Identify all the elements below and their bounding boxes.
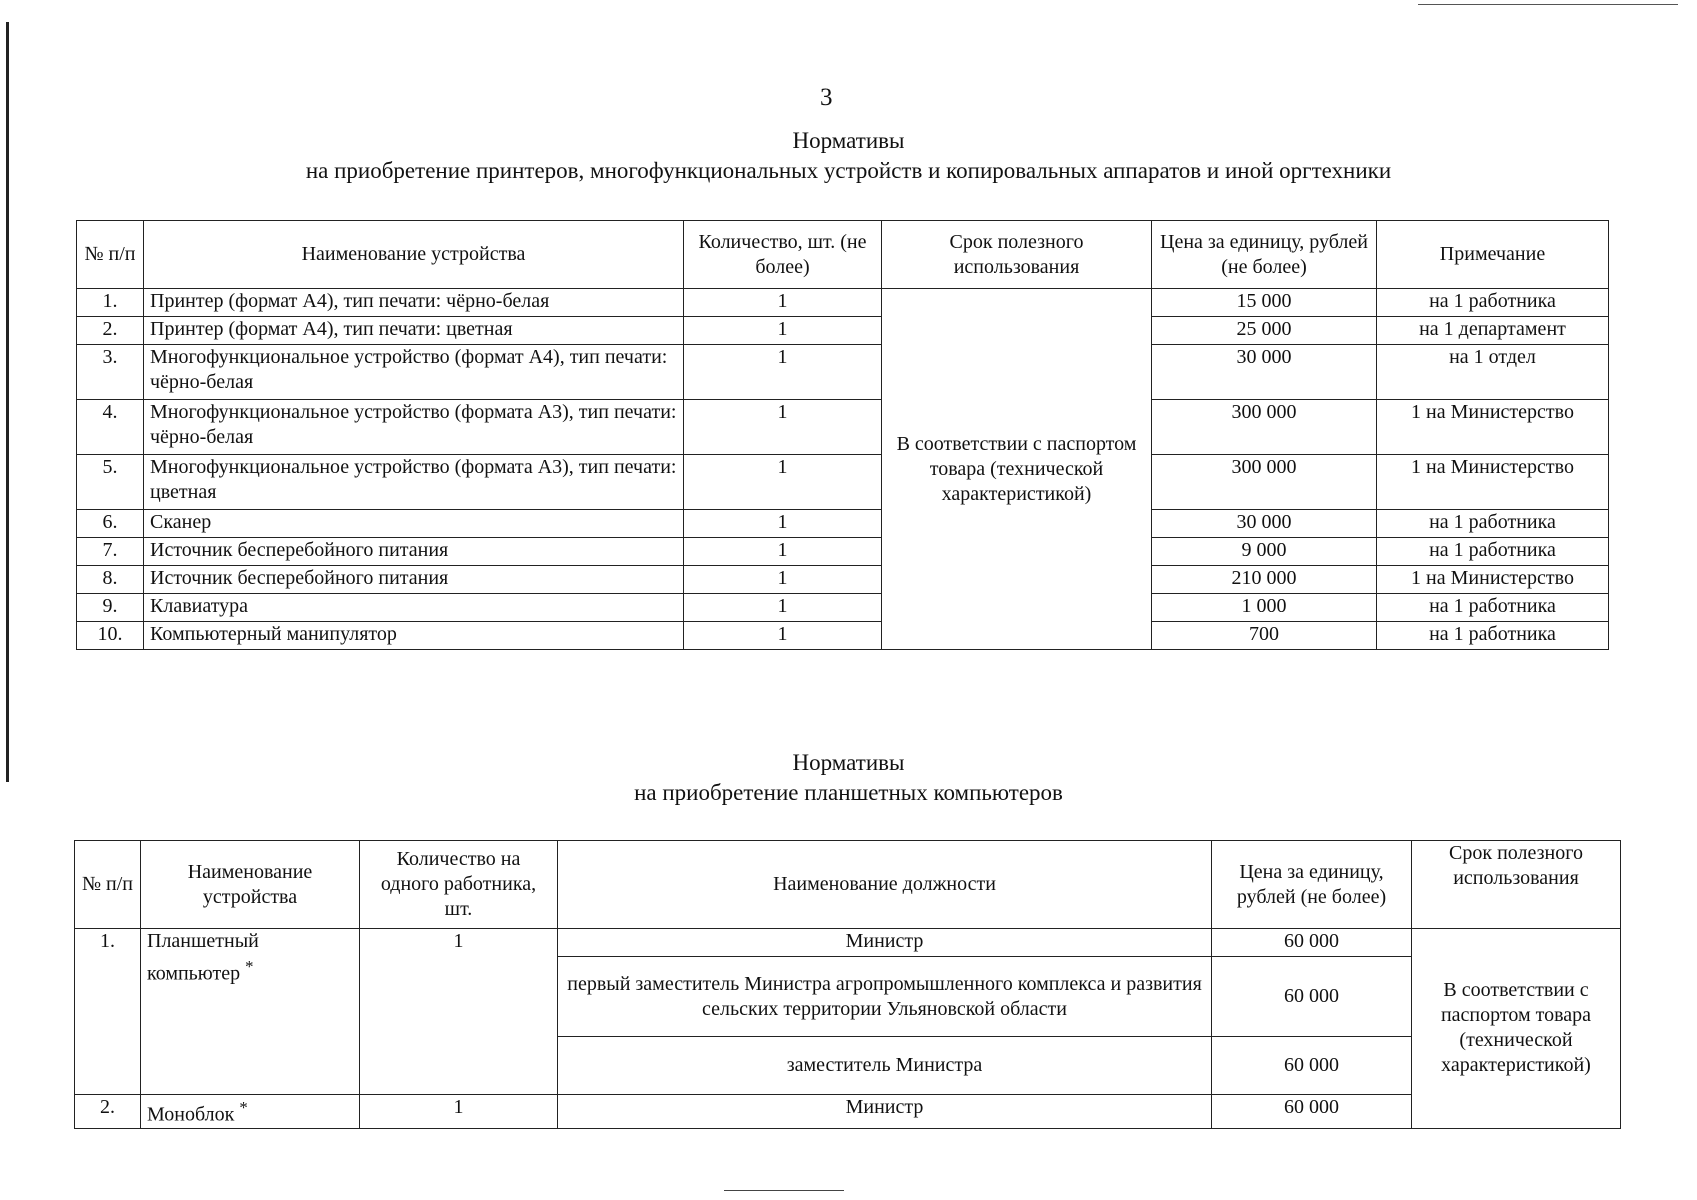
row-device-name	[141, 1095, 360, 1129]
row-quantity: 1	[684, 622, 882, 650]
page-number: 3	[820, 84, 833, 111]
row-num: 9.	[77, 594, 144, 622]
section1-title: Нормативы	[792, 128, 905, 153]
scan-bottom-line	[724, 1190, 844, 1191]
row-num: 3.	[77, 345, 144, 400]
section2-title: Нормативы	[792, 750, 905, 775]
section2-subtitle: на приобретение планшетных компьютеров	[634, 780, 1063, 805]
row-note: на 1 работника	[1377, 594, 1609, 622]
useful-life-merged: В соответствии с паспортом товара (технической характеристикой)	[882, 289, 1152, 650]
row-device-name: Многофункциональное устройство (формат А4), тип печати: чёрно-белая	[144, 345, 684, 400]
row-note: на 1 работника	[1377, 289, 1609, 317]
device-name-text: Моноблок	[147, 1103, 235, 1126]
row-price: 210 000	[1152, 566, 1377, 594]
row-note: на 1 департамент	[1377, 317, 1609, 345]
row-note: 1 на Министерство	[1377, 455, 1609, 510]
table-row	[77, 566, 1609, 594]
row-price: 30 000	[1152, 345, 1377, 400]
row-device-name: Сканер	[144, 510, 684, 538]
table-row	[77, 622, 1609, 650]
row-device-name: Источник бесперебойного питания	[144, 538, 684, 566]
row-note: на 1 работника	[1377, 622, 1609, 650]
header-unit-price: Цена за единицу, рублей (не более)	[1152, 221, 1377, 289]
scan-top-line	[1418, 4, 1678, 5]
table-row	[77, 538, 1609, 566]
row-device-name: Многофункциональное устройство (формата А3), тип печати: цветная	[144, 455, 684, 510]
row-quantity: 1	[684, 594, 882, 622]
row-device-name: Клавиатура	[144, 594, 684, 622]
row-price: 300 000	[1152, 400, 1377, 455]
row-quantity: 1	[360, 1095, 558, 1129]
section1-subtitle: на приобретение принтеров, многофункциональных устройств и копировальных аппаратов и иной оргтехники	[305, 158, 1392, 183]
table-row	[77, 317, 1609, 345]
row-num: 7.	[77, 538, 144, 566]
row-quantity: 1	[684, 455, 882, 510]
table-row	[77, 594, 1609, 622]
row-num: 4.	[77, 400, 144, 455]
row-num: 8.	[77, 566, 144, 594]
header-num: № п/п	[75, 841, 141, 929]
header-device-name: Наименование устройства	[141, 841, 360, 929]
row-quantity: 1	[684, 345, 882, 400]
useful-life-merged: В соответствии с паспортом товара (технической характеристикой)	[1412, 929, 1621, 1129]
row-price: 60 000	[1212, 929, 1412, 957]
row-position: заместитель Министра	[558, 1037, 1212, 1095]
row-position: Министр	[558, 1095, 1212, 1129]
header-num: № п/п	[77, 221, 144, 289]
row-note: 1 на Министерство	[1377, 566, 1609, 594]
row-num: 2.	[77, 317, 144, 345]
row-num: 5.	[77, 455, 144, 510]
row-quantity: 1	[684, 538, 882, 566]
table-row	[77, 289, 1609, 317]
row-device-name: Многофункциональное устройство (формата А3), тип печати: чёрно-белая	[144, 400, 684, 455]
table-row	[77, 345, 1609, 400]
row-quantity: 1	[684, 400, 882, 455]
row-num: 10.	[77, 622, 144, 650]
header-useful-life: Срок полезного использования	[882, 221, 1152, 289]
row-note: на 1 отдел	[1377, 345, 1609, 400]
row-position: Министр	[558, 929, 1212, 957]
row-num: 6.	[77, 510, 144, 538]
row-num: 1.	[77, 289, 144, 317]
row-note: на 1 работника	[1377, 510, 1609, 538]
row-device-name: Компьютерный манипулятор	[144, 622, 684, 650]
table-row	[75, 929, 1621, 957]
row-note: 1 на Министерство	[1377, 400, 1609, 455]
row-quantity: 1	[684, 289, 882, 317]
row-quantity: 1	[684, 317, 882, 345]
row-price: 1 000	[1152, 594, 1377, 622]
row-price: 30 000	[1152, 510, 1377, 538]
header-useful-life: Срок полезного использования	[1412, 841, 1621, 929]
header-position-name: Наименование должности	[558, 841, 1212, 929]
header-quantity-per-employee: Количество на одного работника, шт.	[360, 841, 558, 929]
row-device-name	[141, 929, 360, 1095]
table-row	[77, 400, 1609, 455]
row-price: 700	[1152, 622, 1377, 650]
asterisk-mark: *	[245, 957, 254, 976]
printers-norms-table	[76, 220, 1609, 650]
row-device-name: Источник бесперебойного питания	[144, 566, 684, 594]
row-price: 9 000	[1152, 538, 1377, 566]
row-price: 60 000	[1212, 1037, 1412, 1095]
table-row	[77, 510, 1609, 538]
row-quantity: 1	[360, 929, 558, 1095]
asterisk-mark: *	[239, 1098, 248, 1117]
row-quantity: 1	[684, 566, 882, 594]
table-row	[77, 455, 1609, 510]
row-note: на 1 работника	[1377, 538, 1609, 566]
header-unit-price: Цена за единицу, рублей (не более)	[1212, 841, 1412, 929]
row-device-name: Принтер (формат А4), тип печати: цветная	[144, 317, 684, 345]
row-quantity: 1	[684, 510, 882, 538]
row-price: 60 000	[1212, 957, 1412, 1037]
row-price: 15 000	[1152, 289, 1377, 317]
row-num: 2.	[75, 1095, 141, 1129]
row-price: 300 000	[1152, 455, 1377, 510]
row-price: 60 000	[1212, 1095, 1412, 1129]
row-device-name: Принтер (формат А4), тип печати: чёрно-белая	[144, 289, 684, 317]
tablets-norms-table	[74, 840, 1621, 1129]
header-quantity: Количество, шт. (не более)	[684, 221, 882, 289]
row-price: 25 000	[1152, 317, 1377, 345]
header-device-name: Наименование устройства	[144, 221, 684, 289]
device-name-text: Планшетный компьютер	[147, 930, 259, 985]
row-position: первый заместитель Министра агропромышленного комплекса и развития сельских территории Ульяновской области	[558, 957, 1212, 1037]
row-num: 1.	[75, 929, 141, 1095]
table-row	[75, 1095, 1621, 1129]
header-note: Примечание	[1377, 221, 1609, 289]
